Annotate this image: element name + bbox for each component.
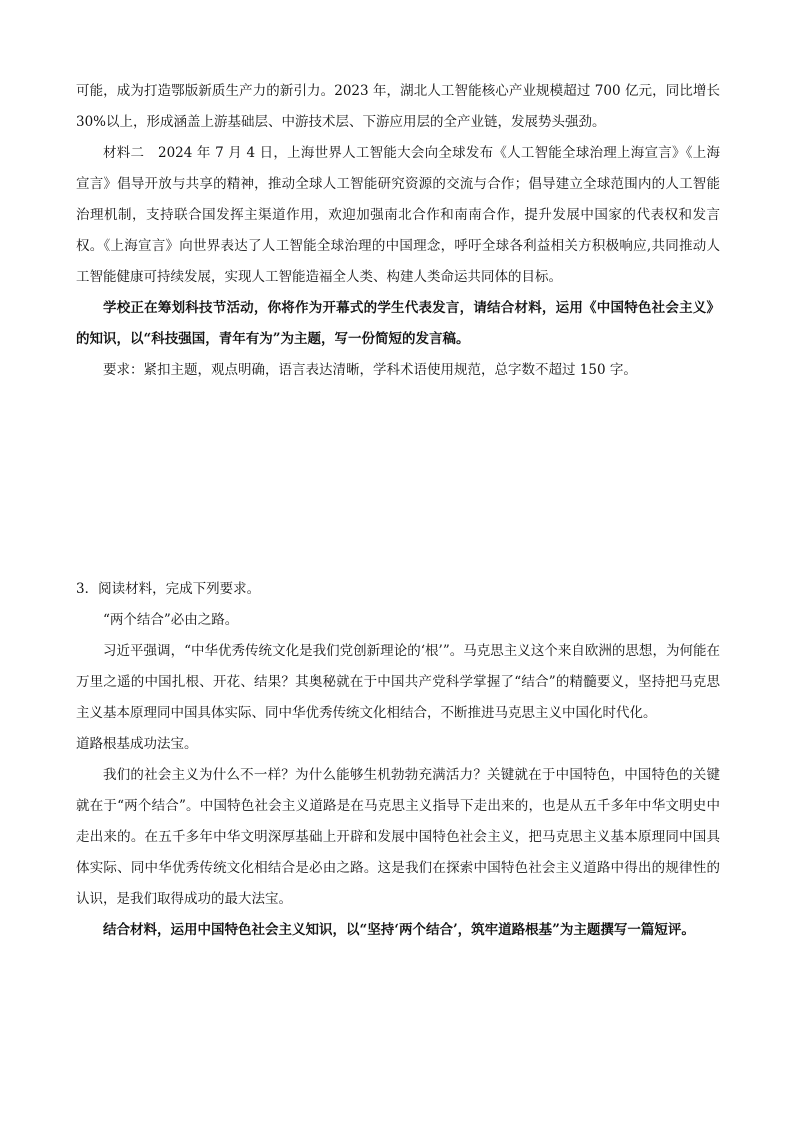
question-3-subtitle-1: “两个结合”必由之路。: [103, 612, 239, 628]
question-3-paragraph-1: 习近平强调，“中华优秀传统文化是我们党创新理论的‘根’”。马克思主义这个来自欧洲的思想，为何能在万里之遥的中国扎根、开花、结果？其奥秘就在于中国共产党科学掌握了“结合”的精髓要义，坚持把马克思主义基本原理同中国具体实际、同中华优秀传统文化相结合，不断推进马克思主义中国化时代化。: [76, 643, 720, 721]
question-3-subtitle-2: 道路根基成功法宝。: [76, 736, 198, 752]
question-3: [76, 574, 720, 946]
task-instruction: 学校正在筹划科技节活动，你将作为开幕式的学生代表发言，请结合材料，运用《中国特色社会主义》的知识，以“科技强国，青年有为”为主题，写一份简短的发言稿。: [76, 300, 720, 347]
answer-space: [76, 386, 720, 574]
question-3-task: 结合材料，运用中国特色社会主义知识，以“坚持‘两个结合’，筑牢道路根基”为主题撰写一篇短评。: [103, 922, 695, 938]
question-3-heading: 3．阅读材料，完成下列要求。: [76, 581, 261, 597]
task-requirement: 要求：紧扣主题，观点明确，语言表达清晰，学科术语使用规范，总字数不超过 150 字。: [103, 362, 637, 378]
material-1-continuation: 可能，成为打造鄂版新质生产力的新引力。2023 年，湖北人工智能核心产业规模超过 700 亿元，同比增长 30%以上，形成涵盖上游基础层、中游技术层、下游应用层的全产业链，发展势头强劲。: [76, 83, 720, 130]
document-page: [76, 76, 720, 946]
question-3-paragraph-2: 我们的社会主义为什么不一样？为什么能够生机勃勃充满活力？关键就在于中国特色，中国特色的关键就在于“两个结合”。中国特色社会主义道路是在马克思主义指导下走出来的，也是从五千多年中华文明史中走出来的。在五千多年中华文明深厚基础上开辟和发展中国特色社会主义，把马克思主义基本原理同中国具体实际、同中华优秀传统文化相结合是必由之路。这是我们在探索中国特色社会主义道路中得出的规律性的认识，是我们取得成功的最大法宝。: [76, 767, 720, 907]
material-2-paragraph: 材料二 2024 年 7 月 4 日，上海世界人工智能大会向全球发布《人工智能全球治理上海宣言》《上海宣言》倡导开放与共享的精神，推动全球人工智能研究资源的交流与合作；倡导建立全球范围内的人工智能治理机制，支持联合国发挥主渠道作用，欢迎加强南北合作和南南合作，提升发展中国家的代表权和发言权。《上海宣言》向世界表达了人工智能全球治理的中国理念，呼吁全球各利益相关方积极响应,共同推动人工智能健康可持续发展，实现人工智能造福全人类、构建人类命运共同体的目标。: [76, 145, 720, 285]
